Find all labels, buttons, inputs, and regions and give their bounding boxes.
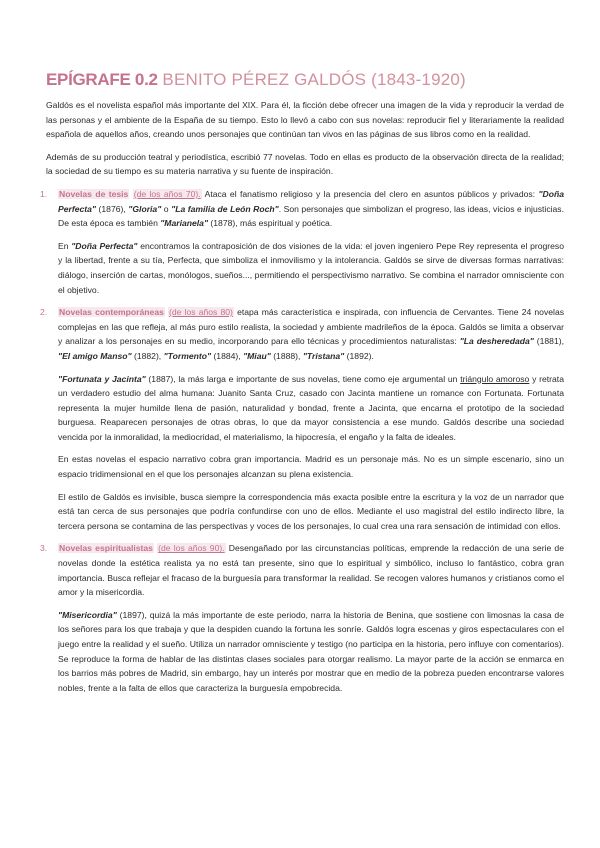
work-title: "El amigo Manso" <box>58 350 132 361</box>
section-3-paragraph-1 <box>58 541 564 599</box>
text-run: Desengañado por las circunstancias políticas, emprende la redacción de una serie de novelas donde la estética realista ya no está tan presente, sino que lo espiritual y simbólico, incluso lo fantástico, cobra gran importancia. Busca reflejar el fracaso de la burguesía para transformar la realidad. Se recogen valores humanos y cristianos como el amor y la misericordia. <box>58 543 564 598</box>
section-2-paragraph-3: En estas novelas el espacio narrativo cobra gran importancia. Madrid es un personaje más. No es un simple escenario, sino un espacio tridimensional en el que los personajes alcanzan su plena existencia. <box>58 454 564 480</box>
section-2 <box>40 305 565 533</box>
section-number: 3. <box>40 543 48 554</box>
section-2-paragraph-4: El estilo de Galdós es invisible, busca siempre la correspondencia más exacta posible entre la escritura y la voz de un narrador que está tan cerca de sus personajes que podría confundirse con uno de ellos. Mediante el uso magistral del estilo indirecto libre, la tercera persona se contamina de las perspectivas y voces de los personajes, lo cual crea una rara sensación de intimidad con ellos. <box>58 491 564 531</box>
section-3 <box>40 541 564 695</box>
section-2-paragraph-1 <box>58 305 564 363</box>
work-title: "Marianela" <box>160 218 209 229</box>
section-1 <box>40 187 565 297</box>
text-run: (1897), quizá la más importante de este periodo, narra la historia de Benina, que sostiene con limosnas la casa de los señores para los que trabaja y que la despiden cuando la fortuna les sonríe. Galdós logra escenas y giros espectaculares con el juego entre la realidad y el sueño. Utiliza un narrador omnisciente y testigo (no participa en la historia, pero influye con comentarios). Se reproduce la forma de hablar de las distintas clases sociales para otorgar realismo. La mayor parte de la acción se enmarca en los barrios más pobres de Madrid, sin embargo, hay un interés por mostrar que en medio de la pobreza pueden encontrarse valores nobles, frente a la falta de ellos que caracteriza la burguesía empobrecida. <box>58 609 564 693</box>
section-2-paragraph-2 <box>58 372 564 445</box>
work-title: "Miau" <box>243 350 271 361</box>
intro-paragraph-1: Galdós es el novelista español más importante del XIX. Para él, la ficción debe ofrecer una imagen de la vida y reproducir la verdad de las personas y el ambiente de la España de su tiempo. Esto lo llevó a cabo con sus novelas: reproducir fiel y literariamente la realidad española de aquellos años, creando unos personajes que continúan tan vivos en las páginas de sus libros como en la realidad. <box>46 100 564 140</box>
work-title: "Misericordia" <box>58 609 117 620</box>
work-title: "La familia de León Roch" <box>171 203 279 214</box>
section-3-dates: (de los años 90). <box>158 543 225 554</box>
text-run: (1878), más espiritual y poética. <box>208 218 333 229</box>
text-run: (1882), <box>131 350 164 361</box>
section-3-paragraph-2 <box>58 608 564 696</box>
title-label: EPÍGRAFE 0.2 <box>46 70 158 89</box>
text-run: (1887), la más larga e importante de sus novelas, tiene como eje argumental un <box>145 373 461 384</box>
text-run: Ataca el fanatismo religioso y la presencia del clero en asuntos públicos y privados: <box>201 188 539 199</box>
work-title: "La desheredada" <box>459 336 534 347</box>
section-1-paragraph-2 <box>58 239 564 297</box>
text-run: y retrata un verdadero estudio del alma humana: Juanito Santa Cruz, casado con Jacinta mantiene un romance con Fortunata. Fortunata representa la mujer humilde llena de pasión, naturalidad y bondad, frente a Jacinta, que encarna el prototipo de la sociedad burguesa. Reaparecen personajes de otras obras, lo que da mayor consistencia a ese mundo. Galdós describe una sociedad vencida por la inmoralidad, la mediocridad, el materialismo, la hipocresía, el engaño y la falta de ideales. <box>58 373 564 442</box>
sections-list <box>40 187 565 695</box>
text-run: encontramos la contraposición de dos visiones de la vida: el joven ingeniero Pepe Rey representa el progreso y la libertad, frente a su tía, Perfecta, que simboliza el inmovilismo y la intolerancia. Galdós se sirve de diversas formas narrativas: diálogo, inserción de cartas, monólogos, sueños..., permitiendo el perspectivismo narrativo. Se combina el narrador omnisciente con el objetivo. <box>58 240 564 295</box>
text-run: (1892). <box>344 350 374 361</box>
text-run: (1884), <box>211 350 244 361</box>
section-2-heading: Novelas contemporáneas <box>59 307 164 318</box>
underlined-term: triángulo amoroso <box>460 373 530 384</box>
work-title: "Tristana" <box>302 350 345 361</box>
title-subtitle: BENITO PÉREZ GALDÓS (1843-1920) <box>162 70 466 89</box>
section-number: 2. <box>40 307 48 318</box>
work-title: "Fortunata y Jacinta" <box>58 373 146 384</box>
work-title: "Doña Perfecta" <box>71 240 138 251</box>
section-1-paragraph-1 <box>58 187 564 231</box>
section-1-heading: Novelas de tesis <box>59 188 129 199</box>
work-title: "Tormento" <box>163 350 212 361</box>
text-run: (1881), <box>533 336 564 347</box>
text-run: o <box>161 203 172 214</box>
page-title <box>46 70 564 90</box>
work-title: "Gloria" <box>128 203 162 214</box>
text-run: (1876), <box>96 203 129 214</box>
text-run: En <box>58 240 72 251</box>
text-run: . Son personajes que simbolizan el progreso, las ideas, vicios e injusticias. De esta época es también <box>58 203 564 229</box>
section-number: 1. <box>40 188 48 199</box>
text-run: (1888), <box>270 350 303 361</box>
section-2-dates: (de los años 80) <box>169 307 233 318</box>
work-title: "Doña Perfecta" <box>58 188 565 214</box>
section-3-heading: Novelas espiritualistas <box>59 543 153 554</box>
document-page <box>40 70 565 695</box>
text-run: etapa más característica e inspirada, con influencia de Cervantes. Tiene 24 novelas complejas en las que refleja, al más puro estilo realista, la sociedad y ambiente madrileños de la época. Galdós se limita a observar y analizar a los personajes en su medio, incorporando para ello técnicas y procedimientos naturalistas: <box>58 307 565 347</box>
intro-paragraph-2: Además de su producción teatral y periodística, escribió 77 novelas. Todo en ellas es producto de la observación directa de la realidad; la sociedad de su tiempo es su materia narrativa y su fuente de inspiración. <box>46 151 564 177</box>
section-1-dates: (de los años 70). <box>133 188 201 199</box>
